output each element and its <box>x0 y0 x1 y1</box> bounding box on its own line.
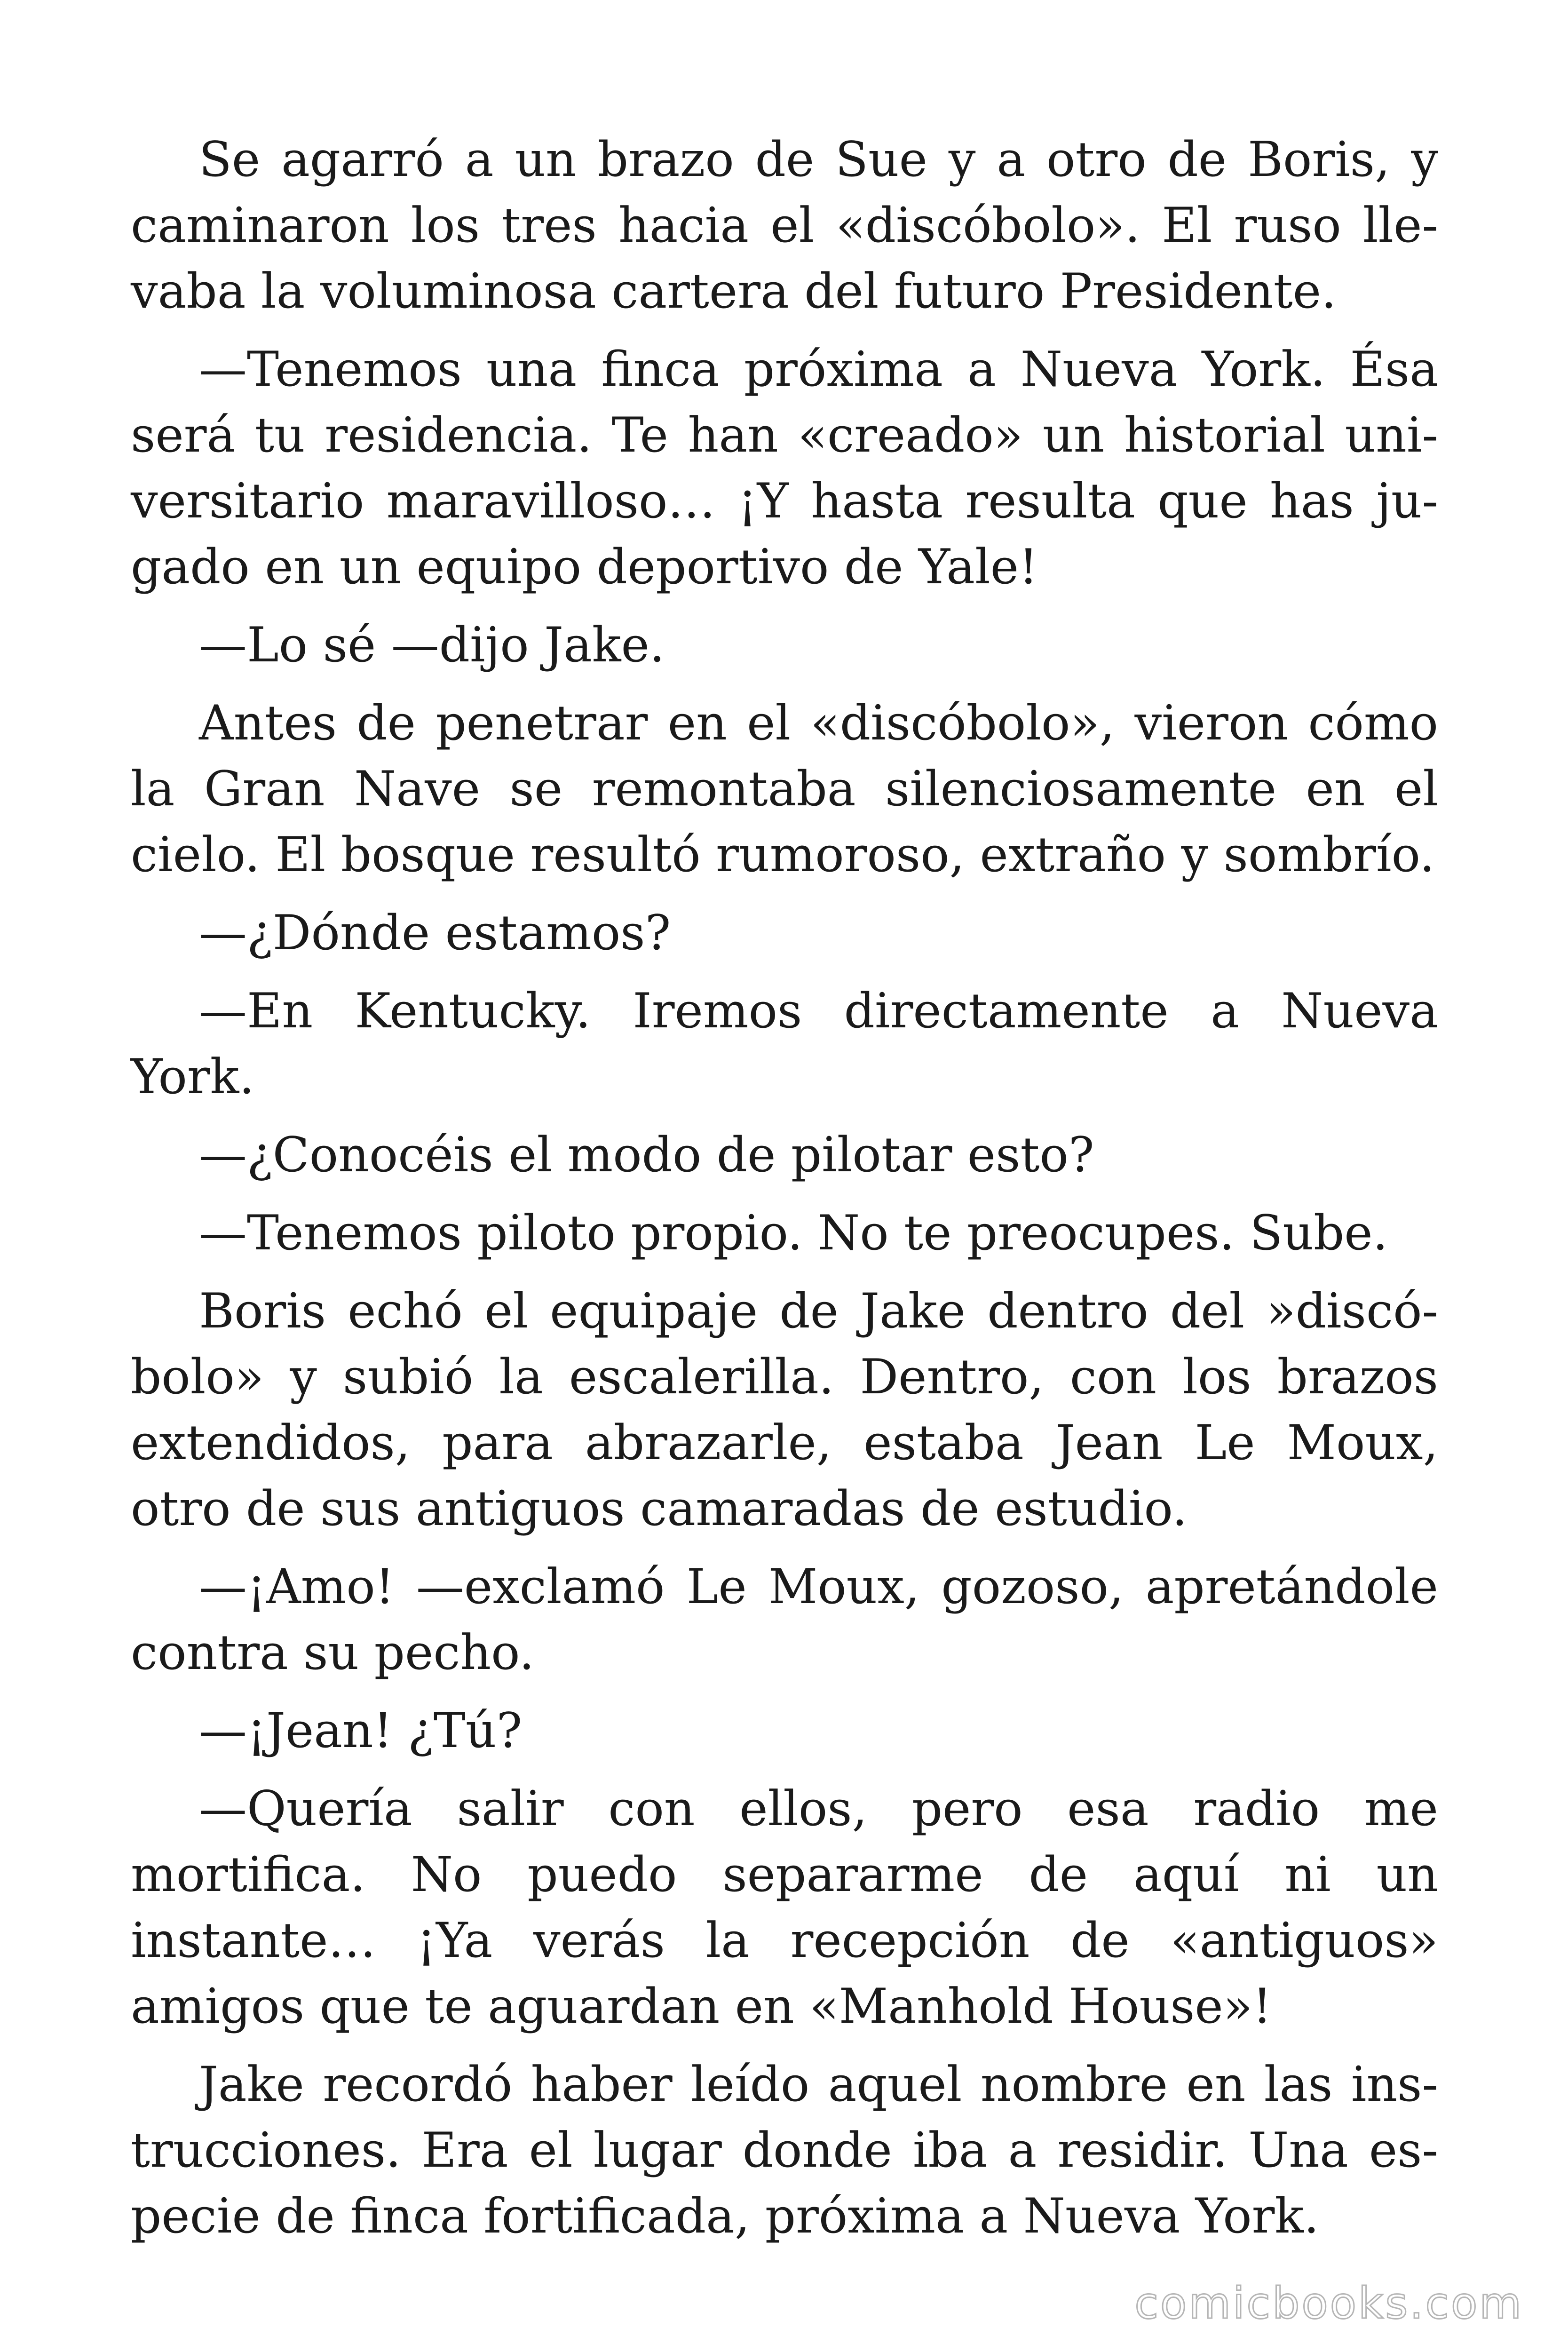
paragraph: Boris echó el equipaje de Jake dentro del »discóbolo» y subió la escalerilla. Dentro, con los brazos extendidos, para abrazarle, estaba Jean Le Moux, otro de sus antiguos camaradas de estudio. <box>131 1283 1438 1537</box>
paragraph: Se agarró a un brazo de Sue y a otro de Boris, y caminaron los tres hacia el «discóbolo». El ruso llevaba la voluminosa cartera del futuro Presidente. <box>131 132 1438 319</box>
paragraph: —Tenemos piloto propio. No te preocupes. Sube. <box>199 1205 1388 1261</box>
paragraph: —¿Conocéis el modo de pilotar esto? <box>199 1127 1094 1183</box>
paragraph: Antes de penetrar en el «discóbolo», vieron cómo la Gran Nave se remontaba silenciosamente en el cielo. El bosque resultó rumoroso, extraño y sombrío. <box>131 695 1438 883</box>
paragraph: —En Kentucky. Iremos directamente a Nueva York. <box>131 983 1438 1105</box>
paragraph: —Quería salir con ellos, pero esa radio me mortifica. No puedo separarme de aquí ni un instante… ¡Ya verás la recepción de «antiguos» amigos que te aguardan en «Manhold House»! <box>131 1781 1438 2034</box>
watermark: comicbooks.com <box>1134 2278 1523 2328</box>
paragraph: —¡Jean! ¿Tú? <box>199 1703 523 1759</box>
paragraph: —¿Dónde estamos? <box>199 905 671 961</box>
book-page-text <box>131 127 1438 2262</box>
paragraph: —¡Amo! —exclamó Le Moux, gozoso, apretándole contra su pecho. <box>131 1559 1438 1681</box>
paragraph: —Tenemos una finca próxima a Nueva York. Ésa será tu residencia. Te han «creado» un historial universitario maravilloso… ¡Y hasta resulta que has jugado en un equipo deportivo de Yale! <box>131 342 1438 595</box>
paragraph: —Lo sé —dijo Jake. <box>199 617 665 673</box>
paragraph: Jake recordó haber leído aquel nombre en las instrucciones. Era el lugar donde iba a residir. Una especie de finca fortificada, próxima a Nueva York. <box>131 2057 1438 2244</box>
